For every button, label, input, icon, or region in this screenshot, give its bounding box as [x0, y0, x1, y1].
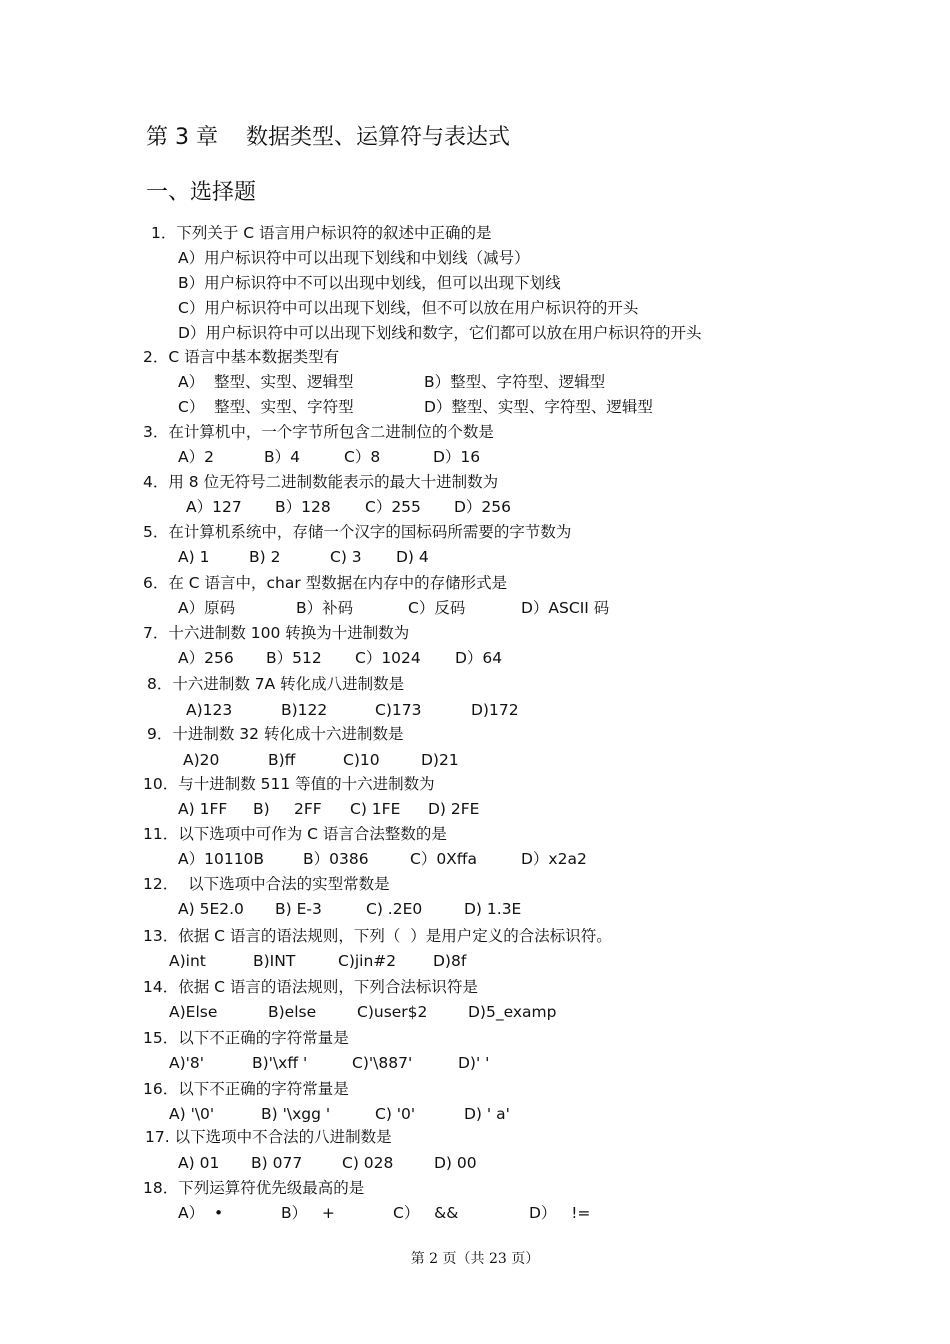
- option: A) 1FF: [178, 800, 228, 818]
- question-stem: 2．C 语言中基本数据类型有: [143, 348, 340, 366]
- option: D) 1.3E: [464, 900, 522, 918]
- option: D)21: [421, 751, 459, 769]
- option: B)'\xff ': [252, 1054, 308, 1072]
- option: D）64: [455, 649, 503, 667]
- option: C)jin#2: [338, 952, 397, 970]
- option: D）整型、实型、字符型、逻辑型: [424, 398, 653, 416]
- option: C） 整型、实型、字符型: [178, 398, 354, 416]
- option: A）原码: [178, 599, 236, 617]
- option: D）x2a2: [521, 850, 587, 868]
- option: B）整型、字符型、逻辑型: [424, 373, 606, 391]
- option: C) '0': [375, 1105, 416, 1123]
- option: A） •: [178, 1204, 224, 1222]
- option: D) 4: [396, 548, 429, 566]
- option: D)' ': [458, 1054, 490, 1072]
- option: B） +: [281, 1204, 335, 1222]
- question-stem: 6．在 C 语言中，char 型数据在内存中的存储形式是: [143, 574, 508, 592]
- question-stem: 10．与十进制数 511 等值的十六进制数为: [143, 775, 435, 793]
- chapter-title: 第 3 章 数据类型、运算符与表达式: [146, 125, 510, 150]
- question-stem: 16．以下不正确的字符常量是: [143, 1080, 349, 1098]
- option: D）16: [433, 448, 481, 466]
- option: B）0386: [303, 850, 369, 868]
- option: A) 01: [178, 1154, 220, 1172]
- option: B) 077: [251, 1154, 303, 1172]
- option: A）用户标识符中可以出现下划线和中划线（减号）: [178, 249, 530, 267]
- option: B）4: [264, 448, 300, 466]
- option: A)Else: [169, 1003, 218, 1021]
- option: A）10110B: [178, 850, 265, 868]
- option: D） !=: [529, 1204, 591, 1222]
- option: B)122: [281, 701, 328, 719]
- option: B）128: [275, 498, 331, 516]
- question-stem: 5．在计算机系统中，存储一个汉字的国标码所需要的字节数为: [143, 523, 572, 541]
- option: B）512: [266, 649, 322, 667]
- option: A) '\0': [169, 1105, 215, 1123]
- option: C）8: [344, 448, 381, 466]
- question-stem: 15．以下不正确的字符常量是: [143, 1029, 349, 1047]
- option: C）0Xffa: [410, 850, 477, 868]
- option: D) 2FE: [428, 800, 480, 818]
- question-stem: 4．用 8 位无符号二进制数能表示的最大十进制数为: [143, 473, 499, 491]
- question-stem: 7．十六进制数 100 转换为十进制数为: [143, 624, 410, 642]
- option: D)172: [471, 701, 519, 719]
- option: D）用户标识符中可以出现下划线和数字，它们都可以放在用户标识符的开头: [178, 324, 702, 342]
- option: C）255: [365, 498, 421, 516]
- question-stem: 12． 以下选项中合法的实型常数是: [143, 875, 390, 893]
- option: D)5_examp: [468, 1003, 557, 1021]
- option: C） &&: [393, 1204, 459, 1222]
- option: D)8f: [433, 952, 467, 970]
- option: C）1024: [355, 649, 421, 667]
- option: B）用户标识符中不可以出现中划线，但可以出现下划线: [178, 274, 561, 292]
- question-stem: 17. 以下选项中不合法的八进制数是: [145, 1128, 392, 1146]
- option: C)user$2: [357, 1003, 428, 1021]
- option: A） 整型、实型、逻辑型: [178, 373, 354, 391]
- option: B)else: [268, 1003, 317, 1021]
- option: B) 2: [249, 548, 281, 566]
- option: B): [253, 800, 270, 818]
- option: C) 3: [330, 548, 362, 566]
- option: A)int: [169, 952, 206, 970]
- option: B)INT: [253, 952, 296, 970]
- question-stem: 13．依据 C 语言的语法规则，下列（ ）是用户定义的合法标识符。: [143, 927, 612, 945]
- question-stem: 8．十六进制数 7A 转化成八进制数是: [147, 675, 405, 693]
- option: D) 00: [434, 1154, 477, 1172]
- question-stem: 9．十进制数 32 转化成十六进制数是: [147, 725, 404, 743]
- option: C）用户标识符中可以出现下划线，但不可以放在用户标识符的开头: [178, 299, 639, 317]
- option: D）256: [454, 498, 512, 516]
- option: C)10: [343, 751, 380, 769]
- option: A）2: [178, 448, 214, 466]
- question-stem: 14．依据 C 语言的语法规则，下列合法标识符是: [143, 978, 478, 996]
- page-footer: 第 2 页（共 23 页）: [410, 1251, 540, 1267]
- option: B）补码: [296, 599, 354, 617]
- option: C）反码: [408, 599, 466, 617]
- option: B) E-3: [275, 900, 322, 918]
- question-stem: 11．以下选项中可作为 C 语言合法整数的是: [143, 825, 447, 843]
- option: A)'8': [169, 1054, 205, 1072]
- option: C)173: [375, 701, 422, 719]
- option: D) ' a': [464, 1105, 510, 1123]
- option: D）ASCII 码: [521, 599, 610, 617]
- option: C) .2E0: [366, 900, 423, 918]
- option: C) 028: [342, 1154, 394, 1172]
- option: C) 1FE: [350, 800, 401, 818]
- question-stem: 3．在计算机中，一个字节所包含二进制位的个数是: [143, 423, 494, 441]
- question-stem: 18．下列运算符优先级最高的是: [143, 1179, 365, 1197]
- option: A) 5E2.0: [178, 900, 244, 918]
- option: A)123: [186, 701, 233, 719]
- section-title: 一、选择题: [146, 180, 257, 205]
- question-stem: 1．下列关于 C 语言用户标识符的叙述中正确的是: [151, 224, 492, 242]
- option: A)20: [183, 751, 220, 769]
- option: A）256: [178, 649, 234, 667]
- option: A) 1: [178, 548, 210, 566]
- option: B)ff: [268, 751, 296, 769]
- option: A）127: [186, 498, 242, 516]
- option: C)'\887': [352, 1054, 413, 1072]
- option: B) '\xgg ': [261, 1105, 331, 1123]
- option: 2FF: [294, 800, 322, 818]
